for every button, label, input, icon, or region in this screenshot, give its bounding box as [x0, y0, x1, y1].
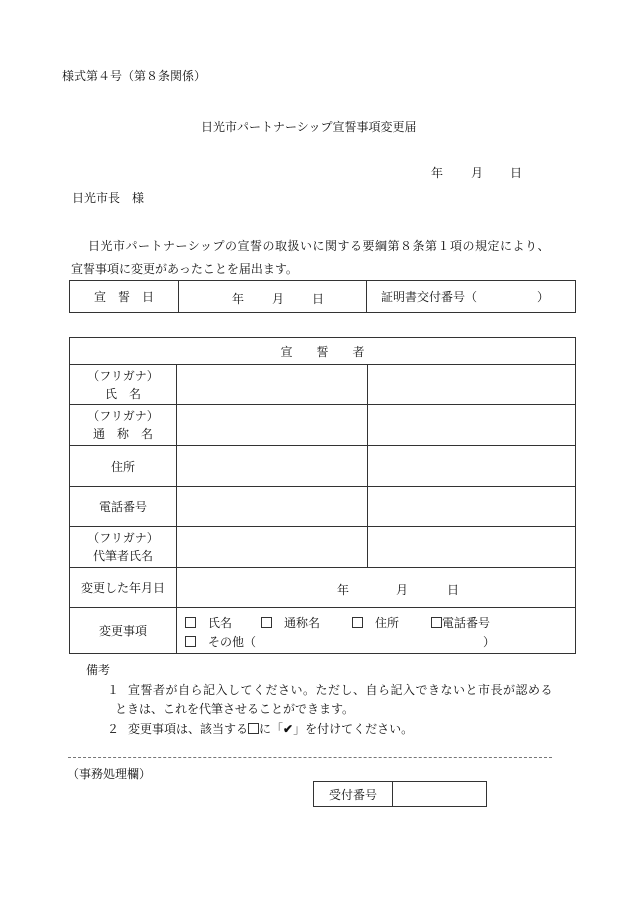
- option-other-label: その他（: [208, 635, 257, 649]
- checkbox-icon[interactable]: [185, 617, 196, 628]
- oath-date-label: 宣 誓 日: [70, 281, 179, 313]
- cert-number-field[interactable]: [367, 281, 576, 313]
- body-line-2: 宣誓事項に変更があったことを届出ます。: [71, 262, 298, 276]
- note-1-line-2: ときは、これを代筆させることができます。: [115, 702, 355, 716]
- address-field-1[interactable]: [177, 446, 368, 487]
- proxy-label-cell: [70, 527, 177, 568]
- body-line-1: 日光市パートナーシップの宣誓の取扱いに関する要綱第８条第１項の規定により、: [88, 239, 551, 253]
- addressee: 日光市長 様: [72, 191, 145, 205]
- changed-date-month: 月: [396, 583, 409, 597]
- change-items-field: [177, 608, 576, 654]
- checkbox-icon[interactable]: [431, 617, 442, 628]
- checkbox-icon[interactable]: [261, 617, 272, 628]
- oath-date-table: [69, 280, 576, 313]
- note-2-number: ２: [107, 722, 120, 736]
- option-other[interactable]: [185, 633, 256, 650]
- option-address[interactable]: [352, 614, 399, 631]
- notes-title: 備考: [86, 663, 111, 677]
- phone-field-1[interactable]: [177, 487, 368, 527]
- oath-date-day: 日: [312, 292, 325, 306]
- change-items-label: 変更事項: [70, 608, 177, 654]
- option-name[interactable]: [185, 614, 232, 631]
- checkbox-icon[interactable]: [352, 617, 363, 628]
- alias-field-2[interactable]: [368, 405, 576, 446]
- alias-label-cell: [70, 405, 177, 446]
- form-number: 様式第４号（第８条関係）: [62, 69, 207, 83]
- divider: [68, 757, 552, 758]
- proxy-label: 代筆者氏名: [92, 549, 153, 563]
- changed-date-year: 年: [337, 583, 350, 597]
- date-year: 年: [431, 166, 444, 180]
- option-other-close: ）: [483, 635, 496, 649]
- note-1-number: １: [107, 683, 120, 697]
- note-2-text-1: 変更事項は、該当する: [128, 722, 249, 736]
- receipt-table: [313, 781, 487, 807]
- address-field-2[interactable]: [368, 446, 576, 487]
- option-alias[interactable]: [261, 614, 320, 631]
- address-label: 住所: [70, 446, 177, 487]
- oath-date-field[interactable]: [179, 281, 367, 313]
- option-name-label: 氏名: [208, 616, 233, 630]
- page-title: 日光市パートナーシップ宣誓事項変更届: [201, 120, 417, 134]
- note-2-text-3: 」を付けてください。: [293, 722, 414, 736]
- oath-date-month: 月: [272, 292, 285, 306]
- option-phone[interactable]: [431, 614, 490, 631]
- receipt-label: 受付番号: [314, 782, 393, 807]
- note-2-text-2: に「: [259, 722, 284, 736]
- option-phone-label: 電話番号: [442, 616, 491, 630]
- changed-date-field[interactable]: [177, 568, 576, 608]
- alias-furigana-label: （フリガナ）: [87, 409, 159, 423]
- option-alias-label: 通称名: [284, 616, 321, 630]
- check-mark-icon: ✔: [283, 722, 294, 736]
- option-address-label: 住所: [375, 616, 400, 630]
- note-1-line-1: 宣誓者が自ら記入してください。ただし、自ら記入できないと市長が認める: [128, 683, 554, 697]
- name-furigana-label: （フリガナ）: [87, 368, 159, 383]
- proxy-field-2[interactable]: [368, 527, 576, 568]
- changed-date-day: 日: [447, 583, 460, 597]
- receipt-number-field[interactable]: [393, 782, 487, 807]
- declarant-header: 宣 誓 者: [70, 338, 576, 365]
- date-month: 月: [471, 166, 484, 180]
- proxy-field-1[interactable]: [177, 527, 368, 568]
- name-label: 氏 名: [104, 386, 141, 401]
- name-label-cell: [70, 365, 177, 405]
- alias-label: 通 称 名: [92, 427, 153, 441]
- phone-label: 電話番号: [70, 487, 177, 527]
- proxy-furigana-label: （フリガナ）: [87, 531, 159, 545]
- phone-field-2[interactable]: [368, 487, 576, 527]
- name-field-2[interactable]: [368, 365, 576, 405]
- alias-field-1[interactable]: [177, 405, 368, 446]
- name-field-1[interactable]: [177, 365, 368, 405]
- note-2: [128, 720, 413, 737]
- changed-date-label: 変更した年月日: [70, 568, 177, 608]
- checkbox-icon[interactable]: [185, 636, 196, 647]
- office-use-title: （事務処理欄）: [67, 767, 152, 781]
- checkbox-icon: [248, 723, 259, 734]
- oath-date-year: 年: [232, 292, 245, 306]
- declarant-table: [69, 337, 576, 654]
- cert-number-label: 証明書交付番号（ ）: [381, 290, 550, 304]
- date-day: 日: [510, 166, 523, 180]
